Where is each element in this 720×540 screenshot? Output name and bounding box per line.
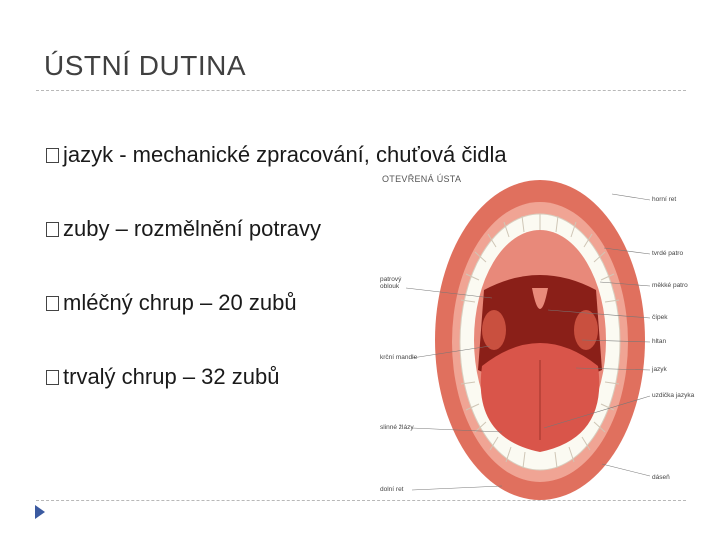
bullet-item <box>46 290 297 316</box>
label-patrovy-line2: oblouk <box>380 283 400 290</box>
bullet-text: mléčný chrup – 20 zubů <box>63 290 297 315</box>
bullet-item <box>46 364 279 390</box>
label-patrovy-line1: patrový <box>380 276 402 283</box>
label-dolni-ret: dolní ret <box>380 486 404 493</box>
bullet-text: trvalý chrup – 32 zubů <box>63 364 280 389</box>
label-mekke-patro: měkké patro <box>652 282 688 289</box>
label-hltan: hltan <box>652 338 667 345</box>
label-uzdicka-jazyka: uzdička jazyka <box>652 392 695 399</box>
label-dasen: dáseň <box>652 474 670 481</box>
label-patrovy-oblouk <box>380 276 401 290</box>
checkbox-bullet-icon <box>46 222 59 237</box>
label-cipek: čípek <box>652 314 668 321</box>
checkbox-bullet-icon <box>46 370 59 385</box>
bullet-text: zuby – rozmělnění potravy <box>63 216 322 241</box>
open-mouth-illustration <box>372 170 702 506</box>
left-tonsil <box>482 310 506 350</box>
bullet-item <box>46 216 321 242</box>
label-jazyk: jazyk <box>652 366 667 373</box>
bullet-item <box>46 142 507 168</box>
title-divider <box>36 90 686 91</box>
bullet-text: jazyk - mechanické zpracování, chuťová čidla <box>63 142 507 167</box>
label-tvrde-patro: tvrdé patro <box>652 250 684 257</box>
checkbox-bullet-icon <box>46 148 59 163</box>
label-slinne-zlazy: slinné žlázy <box>380 424 414 431</box>
checkbox-bullet-icon <box>46 296 59 311</box>
slide-title: ÚSTNÍ DUTINA <box>44 50 246 81</box>
right-tonsil <box>574 310 598 350</box>
next-slide-arrow-icon[interactable] <box>34 504 46 525</box>
figure-title: OTEVŘENÁ ÚSTA <box>382 174 462 184</box>
label-krcni-mandle: krční mandle <box>380 354 418 361</box>
footer-divider <box>36 500 686 501</box>
label-horni-ret: horní ret <box>652 196 677 203</box>
